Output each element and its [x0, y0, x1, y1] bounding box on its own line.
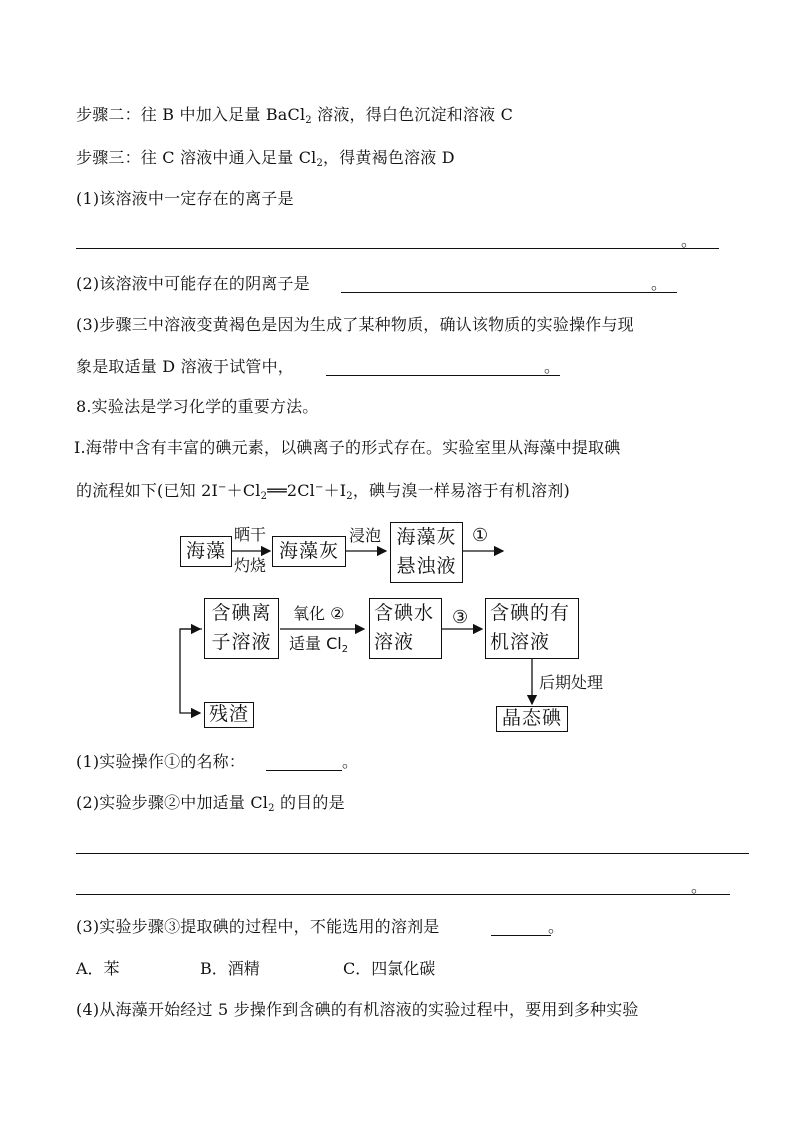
box-organic-solution [485, 598, 579, 659]
answer-line-sq1[interactable] [266, 770, 342, 771]
option-c[interactable]: C．四氯化碳 [343, 959, 436, 978]
question-8-title: 8.实验法是学习化学的重要方法。 [76, 397, 319, 416]
label-step1: ① [472, 525, 489, 546]
sq1-period: 。 [342, 752, 359, 771]
label-dry: 晒干 [234, 525, 267, 544]
box-ash-suspension [390, 522, 463, 583]
sq2-period: 。 [691, 877, 708, 896]
subquestion-3: (3)实验步骤③提取碘的过程中，不能选用的溶剂是 [76, 917, 440, 936]
box-iodide-solution-l1: 含碘离 [211, 602, 272, 624]
label-step3: ③ [452, 607, 469, 628]
box-iodide-solution-l2: 子溶液 [211, 631, 272, 653]
subquestion-2: (2)实验步骤②中加适量 $Cl_2$ 的目的是 [76, 793, 345, 814]
answer-line-sq2b[interactable] [76, 894, 730, 895]
question-2: (2)该溶液中可能存在的阴离子是 [76, 274, 310, 293]
box-organic-solution-l2: 机溶液 [490, 631, 551, 653]
q2-period: 。 [651, 274, 668, 293]
q1-period: 。 [681, 231, 698, 250]
box-seaweed-ash: 海藻灰 [272, 536, 346, 567]
label-soak: 浸泡 [349, 526, 382, 545]
option-b[interactable]: B．酒精 [200, 959, 260, 978]
arrow-residue-branch [180, 629, 202, 713]
part1-line2: 的流程如下(已知 $2I^-+Cl_2══2Cl^-+I_2$，碘与溴一样易溶于有机溶剂) [76, 481, 570, 502]
label-oxidize: 氧化 ② [293, 604, 345, 623]
question-3-line2: 象是取适量 D 溶液于试管中， [76, 357, 295, 376]
box-iodine-water-l2: 溶液 [374, 631, 415, 653]
answer-line-sq3[interactable] [491, 935, 551, 936]
label-cl2: 适量 $Cl_2$ [289, 634, 349, 655]
box-iodine-water-l1: 含碘水 [374, 602, 435, 624]
part1-line1: Ⅰ.海带中含有丰富的碘元素，以碘离子的形式存在。实验室里从海藻中提取碘 [74, 438, 621, 457]
box-crystal-iodine: 晶态碘 [496, 706, 568, 732]
question-1: (1)该溶液中一定存在的离子是 [76, 189, 294, 208]
box-organic-solution-l1: 含碘的有 [490, 602, 571, 624]
label-burn: 灼烧 [234, 556, 267, 575]
q3-period: 。 [544, 357, 561, 376]
box-residue: 残渣 [204, 702, 254, 728]
subquestion-1: (1)实验操作①的名称： [76, 752, 246, 771]
answer-line-sq2a[interactable] [76, 853, 749, 854]
label-post-process: 后期处理 [539, 673, 604, 692]
box-ash-suspension-l2: 悬浊液 [396, 555, 457, 577]
option-a[interactable]: A．苯 [76, 959, 120, 978]
step2-text: 步骤二：往 B 中加入足量 BaCl$_2$ 溶液，得白色沉淀和溶液 C [76, 105, 514, 126]
box-iodide-solution [204, 598, 279, 659]
question-3-line1: (3)步骤三中溶液变黄褐色是因为生成了某种物质，确认该物质的实验操作与现 [76, 315, 634, 334]
step3-text: 步骤三：往 C 溶液中通入足量 $Cl_2$，得黄褐色溶液 D [76, 148, 455, 169]
box-seaweed: 海藻 [180, 536, 232, 567]
box-iodine-water [369, 598, 442, 659]
subquestion-4: (4)从海藻开始经过 5 步操作到含碘的有机溶液的实验过程中，要用到多种实验 [76, 1000, 639, 1019]
box-ash-suspension-l1: 海藻灰 [396, 526, 457, 548]
sq3-period: 。 [548, 917, 565, 936]
